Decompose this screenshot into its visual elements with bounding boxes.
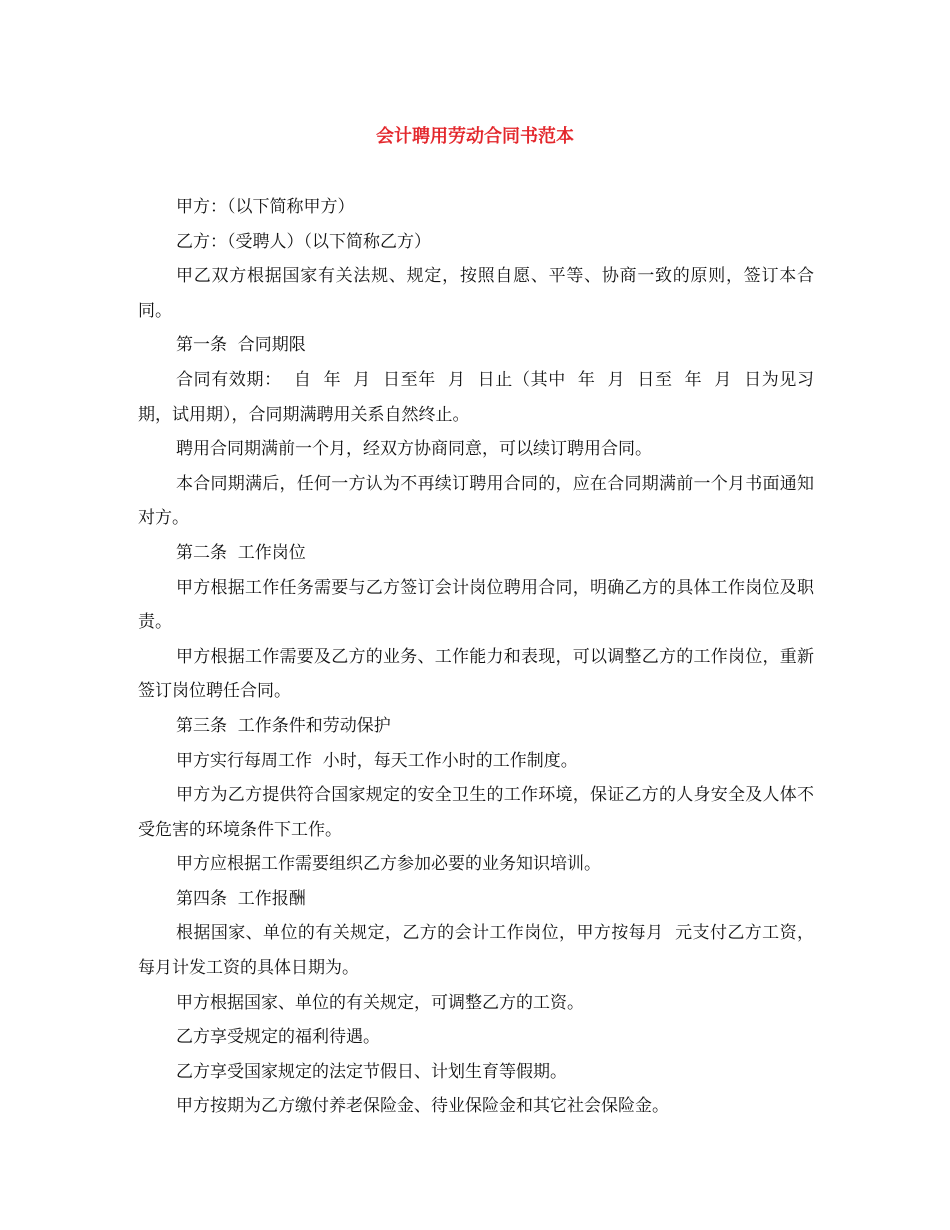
paragraph: 甲方根据工作需要及乙方的业务、工作能力和表现，可以调整乙方的工作岗位，重新签订岗位聘任合同。 <box>138 646 814 702</box>
paragraph: 本合同期满后，任何一方认为不再续订聘用合同的，应在合同期满前一个月书面通知对方。 <box>138 473 814 529</box>
paragraph: 根据国家、单位的有关规定，乙方的会计工作岗位，甲方按每月 元支付乙方工资，每月计发工资的具体日期为。 <box>138 923 814 979</box>
paragraph-preamble: 甲乙双方根据国家有关法规、规定，按照自愿、平等、协商一致的原则，签订本合同。 <box>138 266 814 321</box>
heading-article-3: 第三条 工作条件和劳动保护 <box>176 715 391 736</box>
paragraph: 甲方实行每周工作 小时，每天工作小时的工作制度。 <box>176 750 578 771</box>
paragraph: 乙方享受国家规定的法定节假日、计划生育等假期。 <box>176 1061 567 1082</box>
heading-article-1: 第一条 合同期限 <box>176 335 306 356</box>
paragraph-party-a: 甲方：（以下简称甲方） <box>176 197 355 217</box>
document-title: 会计聘用劳动合同书范本 <box>376 126 574 147</box>
paragraph: 甲方根据国家、单位的有关规定，可调整乙方的工资。 <box>176 992 584 1013</box>
paragraph: 甲方根据工作任务需要与乙方签订会计岗位聘用合同，明确乙方的具体工作岗位及职责。 <box>138 577 814 633</box>
paragraph: 聘用合同期满前一个月，经双方协商同意，可以续订聘用合同。 <box>176 439 652 460</box>
paragraph: 乙方享受规定的福利待遇。 <box>176 1027 380 1048</box>
paragraph: 甲方按期为乙方缴付养老保险金、待业保险金和其它社会保险金。 <box>176 1096 669 1117</box>
document-body <box>138 190 814 1124</box>
paragraph-party-b: 乙方：（受聘人）（以下简称乙方） <box>176 231 431 252</box>
paragraph: 合同有效期： 自 年 月 日至年 月 日止（其中 年 月 日至 年 月 日为见习期，试用期），合同期满聘用关系自然终止。 <box>138 369 814 425</box>
paragraph: 甲方应根据工作需要组织乙方参加必要的业务知识培训。 <box>176 854 601 875</box>
heading-article-2: 第二条 工作岗位 <box>176 542 306 563</box>
heading-article-4: 第四条 工作报酬 <box>176 888 306 909</box>
paragraph: 甲方为乙方提供符合国家规定的安全卫生的工作环境，保证乙方的人身安全及人体不受危害的环境条件下工作。 <box>138 785 814 840</box>
